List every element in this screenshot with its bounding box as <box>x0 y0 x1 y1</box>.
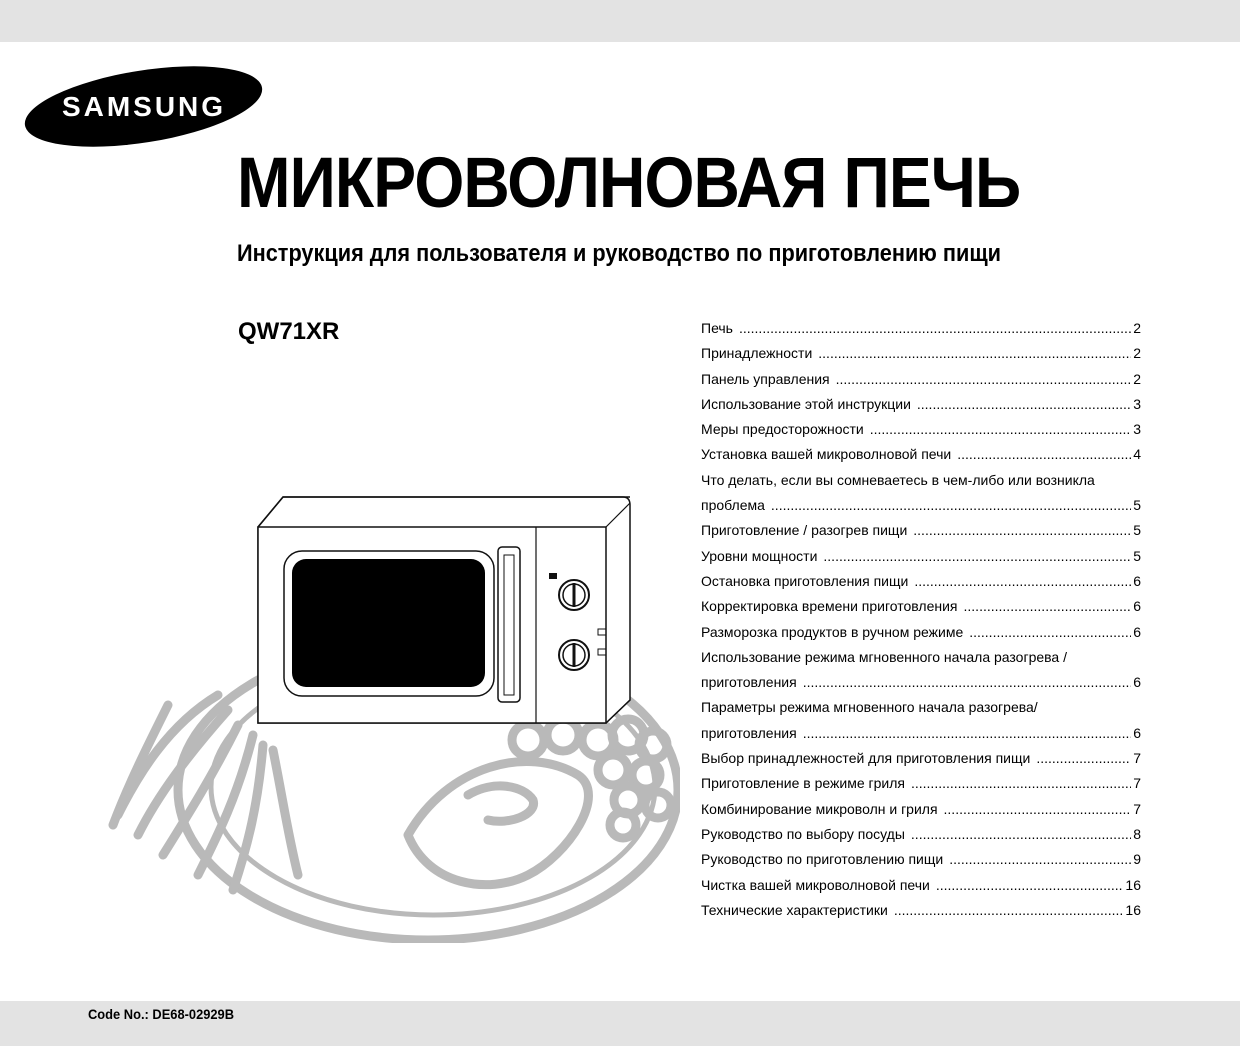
toc-dot-leader <box>894 898 1124 923</box>
toc-entry <box>701 341 1141 366</box>
model-number: QW71XR <box>238 318 340 345</box>
toc-dot-leader <box>771 493 1131 518</box>
toc-entry-page: 6 <box>1133 598 1141 615</box>
toc-entry <box>701 316 1141 341</box>
toc-entry-title: Чистка вашей микроволновой печи <box>701 876 930 893</box>
toc-entry-page: 2 <box>1133 345 1141 362</box>
toc-entry <box>701 442 1141 467</box>
toc-dot-leader <box>823 544 1131 569</box>
toc-entry-page: 3 <box>1133 395 1141 412</box>
toc-dot-leader <box>936 873 1124 898</box>
toc-entry-title: проблема <box>701 497 765 514</box>
toc-entry <box>701 746 1141 771</box>
toc-entry-title: Принадлежности <box>701 345 813 362</box>
toc-entry <box>701 417 1141 442</box>
toc-entry-page: 7 <box>1133 750 1141 767</box>
toc-entry-page: 2 <box>1133 370 1141 387</box>
toc-dot-leader <box>949 847 1131 872</box>
toc-entry <box>701 518 1141 543</box>
toc-entry-title: Установка вашей микроволновой печи <box>701 446 952 463</box>
top-band <box>0 0 1240 42</box>
toc-dot-leader <box>870 417 1131 442</box>
toc-entry-title: Использование режима мгновенного начала разогрева / <box>701 648 1067 665</box>
svg-text:SAMSUNG: SAMSUNG <box>61 91 227 122</box>
toc-entry-title: Приготовление в режиме гриля <box>701 775 905 792</box>
toc-entry <box>701 771 1141 796</box>
toc-entry-title: Печь <box>701 320 733 336</box>
table-of-contents <box>701 316 1141 923</box>
toc-dot-leader <box>969 620 1131 645</box>
toc-entry-title: приготовления <box>701 724 797 741</box>
toc-entry-page: 5 <box>1133 547 1141 564</box>
toc-entry <box>701 797 1141 822</box>
toc-entry-title: Уровни мощности <box>701 547 818 564</box>
toc-entry-title: Использование этой инструкции <box>701 395 911 412</box>
toc-entry-title: Выбор принадлежностей для приготовления пищи <box>701 750 1031 767</box>
toc-dot-leader <box>964 594 1132 619</box>
toc-dot-leader <box>1036 746 1131 771</box>
toc-entry-page: 6 <box>1133 572 1141 589</box>
toc-entry <box>701 569 1141 594</box>
toc-dot-leader <box>957 442 1131 467</box>
toc-entry <box>701 367 1141 392</box>
toc-entry-page: 6 <box>1133 623 1141 640</box>
toc-entry <box>701 670 1141 695</box>
toc-entry <box>701 721 1141 746</box>
toc-dot-leader <box>944 797 1132 822</box>
code-number: Code No.: DE68-02929B <box>88 1006 235 1022</box>
toc-entry-page: 4 <box>1133 446 1141 463</box>
microwave-oven-drawing <box>258 497 630 723</box>
microwave-illustration <box>108 495 680 943</box>
toc-entry-title: Параметры режима мгновенного начала разогрева/ <box>701 699 1038 716</box>
toc-dot-leader <box>836 367 1132 392</box>
page-subtitle: Инструкция для пользователя и руководство по приготовлению пищи <box>237 240 1002 267</box>
toc-entry <box>701 493 1141 518</box>
toc-entry <box>701 645 1141 670</box>
toc-dot-leader <box>911 771 1131 796</box>
toc-entry-title: Меры предосторожности <box>701 421 864 438</box>
toc-entry-page: 8 <box>1133 825 1141 842</box>
toc-entry-page: 16 <box>1125 901 1141 918</box>
toc-dot-leader <box>917 392 1131 417</box>
toc-entry <box>701 392 1141 417</box>
toc-entry <box>701 847 1141 872</box>
toc-entry-title: Руководство по приготовлению пищи <box>701 851 944 868</box>
toc-entry-title: Руководство по выбору посуды <box>701 825 905 842</box>
toc-dot-leader <box>803 670 1131 695</box>
toc-entry <box>701 873 1141 898</box>
toc-entry-title: Что делать, если вы сомневаетесь в чем-либо или возникла <box>701 471 1095 488</box>
toc-entry <box>701 822 1141 847</box>
toc-entry <box>701 544 1141 569</box>
toc-entry-title: приготовления <box>701 674 797 691</box>
page-title: МИКРОВОЛНОВАЯ ПЕЧЬ <box>237 144 1021 223</box>
toc-dot-leader <box>803 721 1131 746</box>
toc-dot-leader <box>911 822 1131 847</box>
toc-entry <box>701 898 1141 923</box>
toc-entry-page: 9 <box>1133 851 1141 868</box>
toc-entry-title: Приготовление / разогрев пищи <box>701 522 908 539</box>
toc-entry-title: Корректировка времени приготовления <box>701 598 958 615</box>
toc-entry-page: 3 <box>1133 421 1141 438</box>
toc-dot-leader <box>739 316 1131 341</box>
toc-dot-leader <box>913 518 1131 543</box>
toc-entry <box>701 695 1141 720</box>
toc-dot-leader <box>818 341 1131 366</box>
toc-entry-page: 5 <box>1133 497 1141 514</box>
toc-entry <box>701 594 1141 619</box>
toc-entry-page: 5 <box>1133 522 1141 539</box>
toc-entry-title: Разморозка продуктов в ручном режиме <box>701 623 964 640</box>
toc-entry-title: Технические характеристики <box>701 901 888 918</box>
toc-entry-page: 7 <box>1133 800 1141 817</box>
toc-entry <box>701 620 1141 645</box>
toc-entry-page: 7 <box>1133 775 1141 792</box>
toc-entry-page: 16 <box>1125 876 1141 893</box>
toc-entry-title: Комбинирование микроволн и гриля <box>701 800 938 817</box>
toc-entry-page: 6 <box>1133 724 1141 741</box>
toc-entry <box>701 468 1141 493</box>
toc-entry-title: Остановка приготовления пищи <box>701 572 909 589</box>
samsung-logo <box>22 66 265 147</box>
toc-entry-title: Панель управления <box>701 370 830 387</box>
toc-dot-leader <box>914 569 1131 594</box>
toc-entry-page: 6 <box>1133 674 1141 691</box>
toc-entry-page: 2 <box>1133 320 1141 336</box>
